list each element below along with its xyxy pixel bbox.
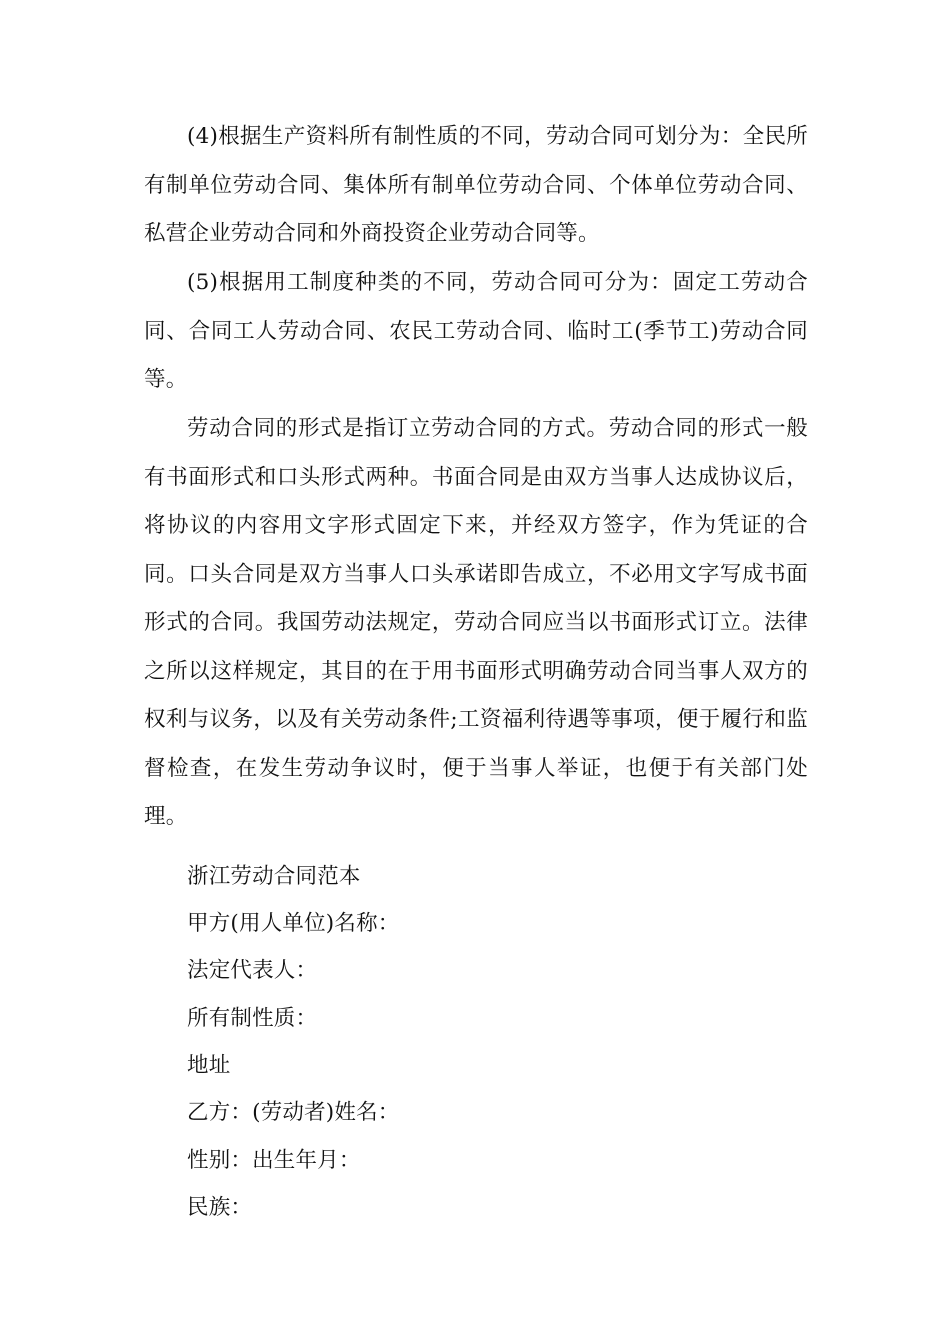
- field-legal-representative: 法定代表人：: [187, 958, 318, 983]
- field-address: 地址: [187, 1053, 231, 1078]
- paragraph-employment-system-classification: (5)根据用工制度种类的不同，劳动合同可分为：固定工劳动合同、合同工人劳动合同、农民工劳动合同、临时工(季节工)劳动合同等。: [144, 270, 808, 392]
- field-party-a-name: 甲方(用人单位)名称：: [187, 911, 400, 936]
- paragraph-contract-form: 劳动合同的形式是指订立劳动合同的方式。劳动合同的形式一般有书面形式和口头形式两种。书面合同是由双方当事人达成协议后，将协议的内容用文字形式固定下来，并经双方签字，作为凭证的合同。口头合同是双方当事人口头承诺即告成立，不必用文字写成书面形式的合同。我国劳动法规定，劳动合同应当以书面形式订立。法律之所以这样规定，其目的在于用书面形式明确劳动合同当事人双方的权利与议务，以及有关劳动条件;工资福利待遇等事项，便于履行和监督检查，在发生劳动争议时，便于当事人举证，也便于有关部门处理。: [144, 416, 808, 829]
- contract-title: 浙江劳动合同范本: [187, 864, 361, 889]
- paragraph-ownership-classification: (4)根据生产资料所有制性质的不同，劳动合同可划分为：全民所有制单位劳动合同、集体所有制单位劳动合同、个体单位劳动合同、私营企业劳动合同和外商投资企业劳动合同等。: [144, 124, 808, 246]
- field-gender-birth: 性别：出生年月：: [187, 1148, 361, 1173]
- field-ownership-nature: 所有制性质：: [187, 1006, 318, 1031]
- field-party-b-name: 乙方：(劳动者)姓名：: [187, 1100, 400, 1125]
- field-ethnicity: 民族：: [187, 1195, 253, 1220]
